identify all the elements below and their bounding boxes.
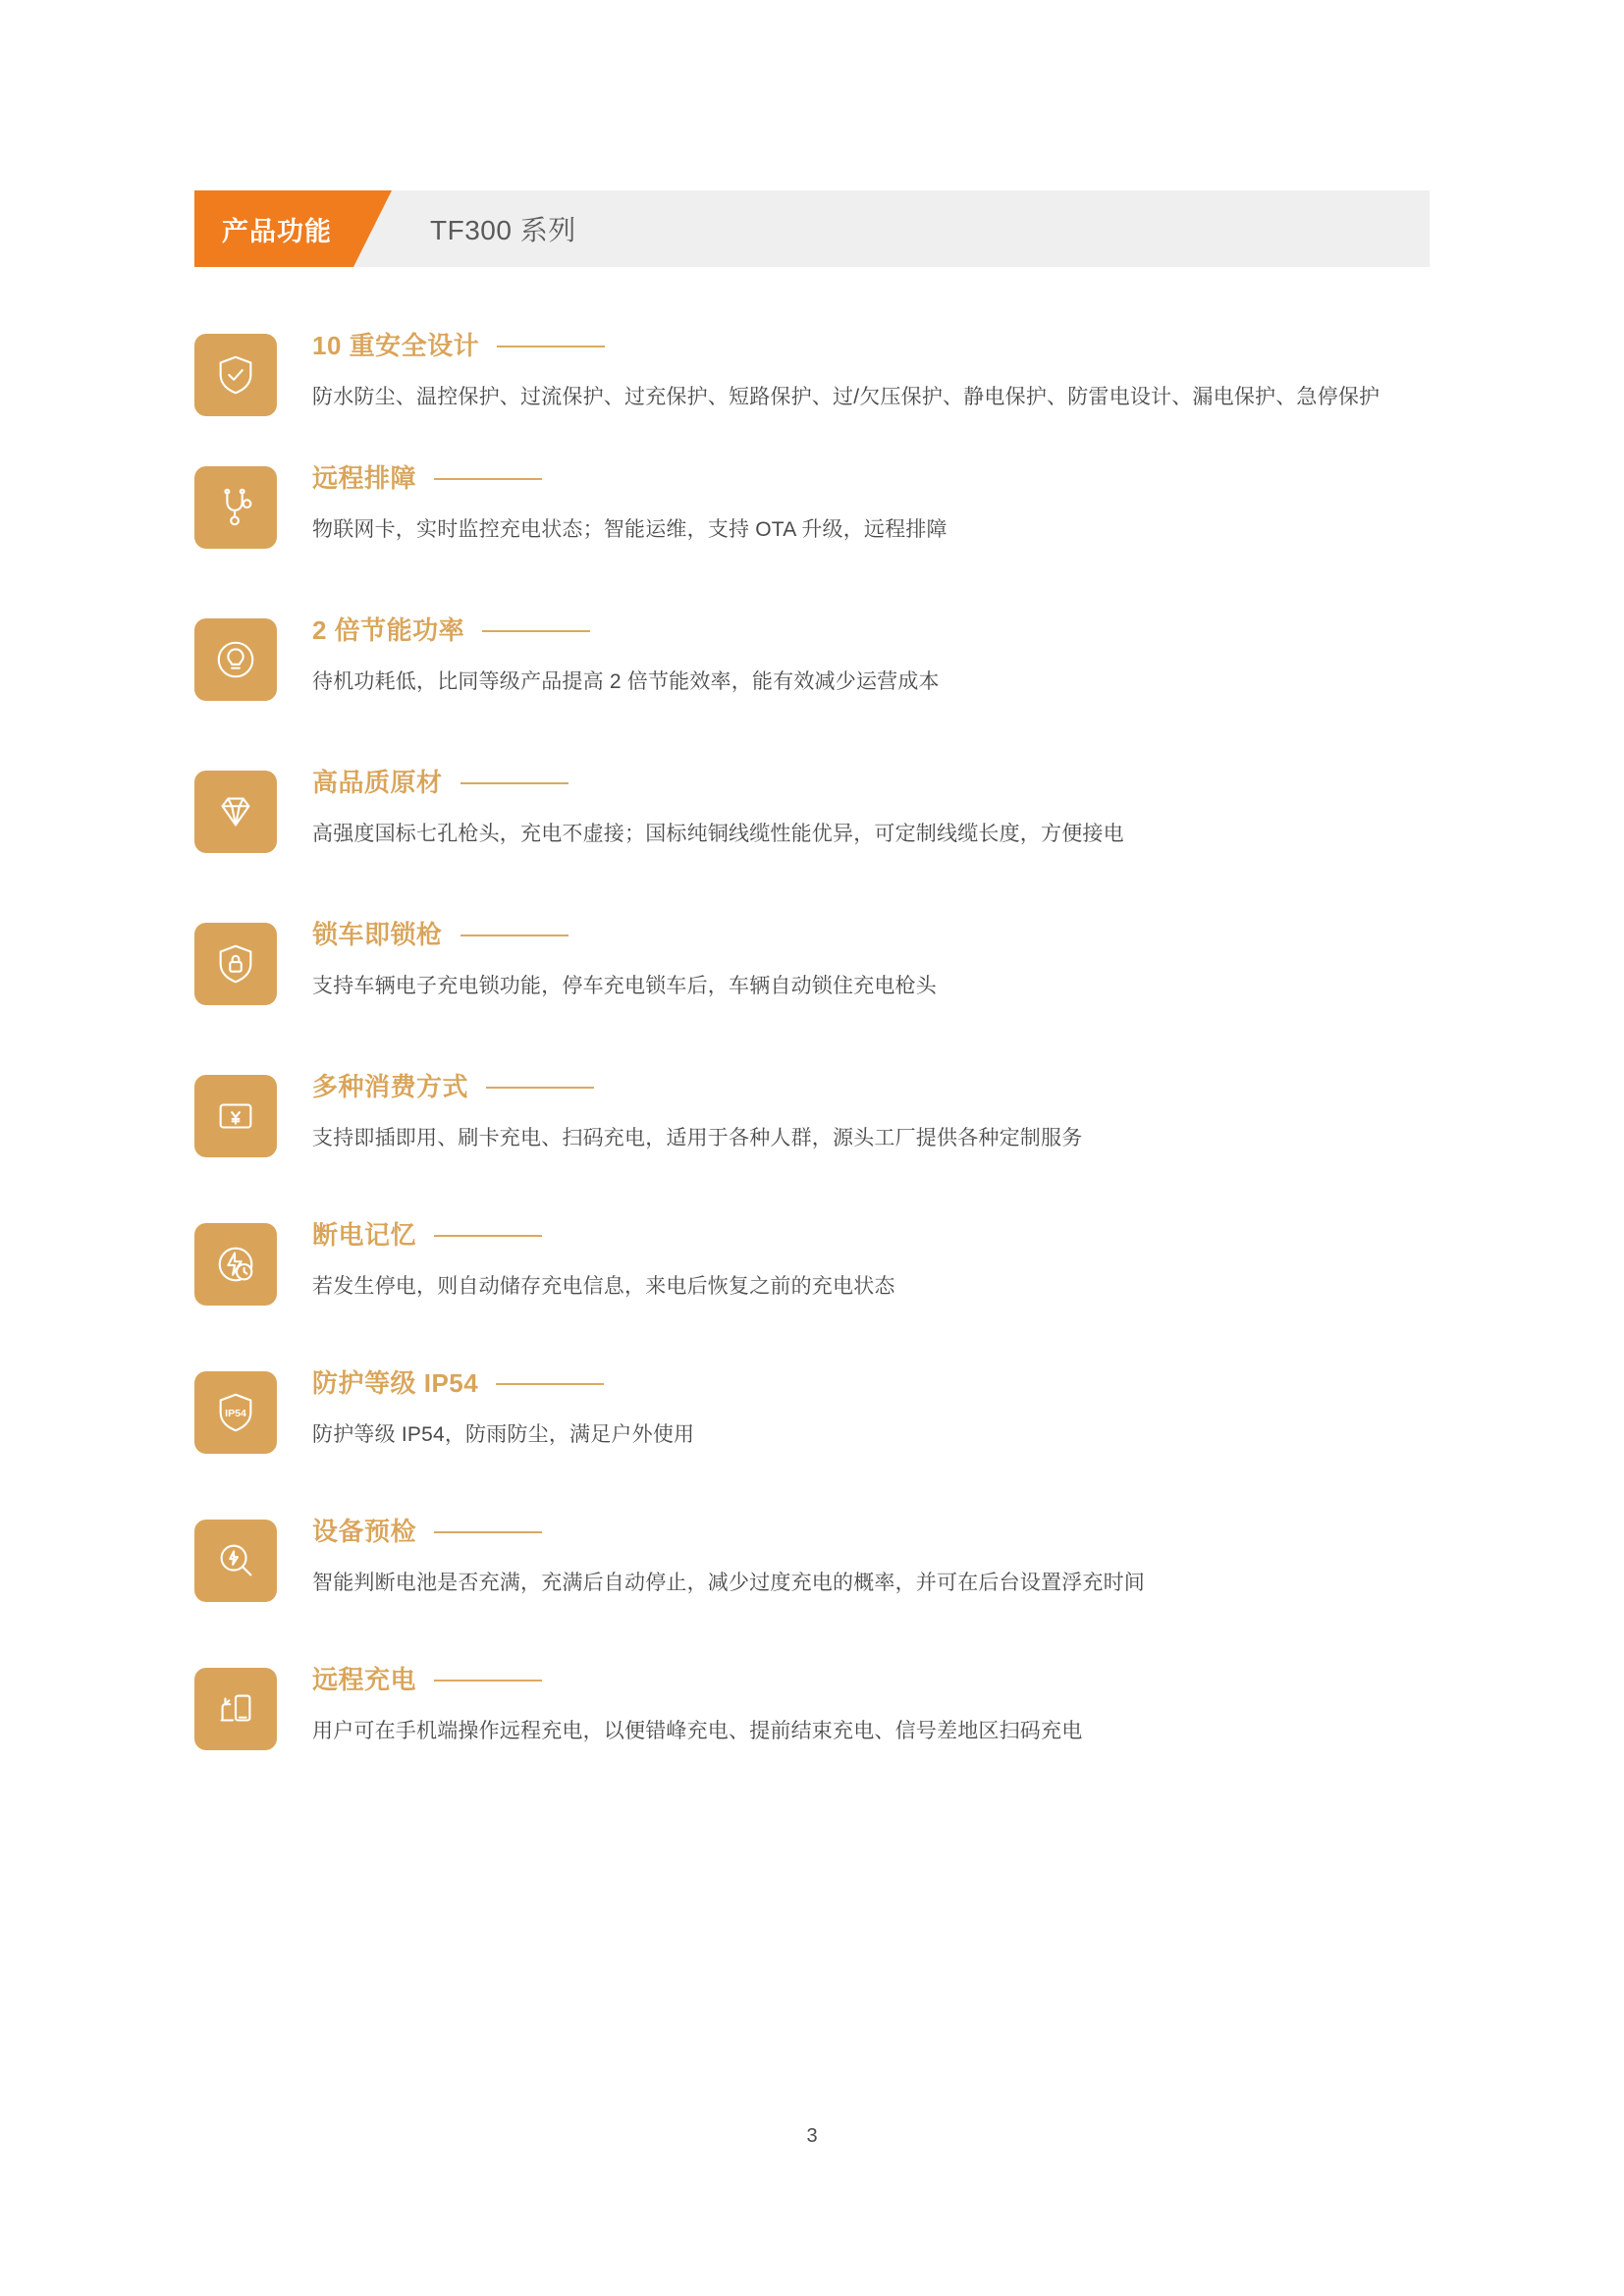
feature-list	[194, 324, 1434, 1790]
title-underline	[434, 478, 542, 480]
feature-title-row	[312, 1660, 1434, 1700]
title-underline	[496, 1383, 604, 1385]
section-header-title: TF300 系列	[430, 215, 576, 245]
feature-title-row	[312, 1067, 1434, 1107]
ip54-shield-icon	[194, 1371, 277, 1454]
remote-diagnostics-icon	[194, 466, 277, 549]
section-header	[194, 190, 1430, 267]
feature-title-row	[312, 326, 1434, 366]
feature-item	[194, 913, 1434, 1006]
page-number: 3	[806, 2125, 818, 2147]
feature-item	[194, 1213, 1434, 1307]
feature-body	[312, 913, 1434, 1006]
feature-item	[194, 324, 1434, 417]
feature-description: 支持即插即用、刷卡充电、扫码充电，适用于各种人群，源头工厂提供各种定制服务	[312, 1127, 1083, 1149]
power-outage-memory-icon	[194, 1223, 277, 1306]
feature-title-row	[312, 1363, 1434, 1404]
feature-body	[312, 1362, 1434, 1455]
feature-item	[194, 1658, 1434, 1751]
feature-body	[312, 761, 1434, 854]
title-underline	[497, 346, 605, 347]
feature-title-row	[312, 458, 1434, 499]
feature-item	[194, 456, 1434, 550]
title-underline	[434, 1680, 542, 1682]
feature-body	[312, 324, 1434, 417]
title-underline	[486, 1087, 594, 1089]
feature-body	[312, 1213, 1434, 1307]
title-underline	[460, 934, 568, 936]
feature-item	[194, 609, 1434, 702]
feature-title-row	[312, 1215, 1434, 1255]
feature-title: 高品质原材	[312, 768, 443, 797]
feature-description: 防护等级 IP54，防雨防尘，满足户外使用	[312, 1423, 695, 1446]
feature-title: 锁车即锁枪	[312, 920, 443, 949]
feature-description: 待机功耗低，比同等级产品提高 2 倍节能效率，能有效减少运营成本	[312, 670, 940, 693]
feature-title: 断电记忆	[312, 1220, 417, 1250]
feature-description: 物联网卡，实时监控充电状态；智能运维，支持 OTA 升级，远程排障	[312, 518, 947, 541]
feature-title: 远程充电	[312, 1665, 417, 1694]
feature-description: 高强度国标七孔枪头，充电不虚接；国标纯铜线缆性能优异，可定制线缆长度，方便接电	[312, 823, 1124, 845]
title-underline	[434, 1531, 542, 1533]
feature-title: 防护等级 IP54	[312, 1368, 479, 1398]
feature-description: 用户可在手机端操作远程充电，以便错峰充电、提前结束充电、信号差地区扫码充电	[312, 1720, 1083, 1742]
title-underline	[460, 782, 568, 784]
feature-title-row	[312, 763, 1434, 803]
feature-description: 支持车辆电子充电锁功能，停车充电锁车后，车辆自动锁住充电枪头	[312, 975, 937, 997]
feature-body	[312, 1658, 1434, 1751]
feature-title: 多种消费方式	[312, 1072, 469, 1101]
feature-title: 设备预检	[312, 1517, 417, 1546]
feature-item	[194, 1362, 1434, 1455]
feature-title-row	[312, 611, 1434, 651]
device-inspection-icon	[194, 1520, 277, 1602]
feature-title: 2 倍节能功率	[312, 615, 465, 645]
title-underline	[434, 1235, 542, 1237]
svg-text:IP54: IP54	[225, 1407, 246, 1419]
diamond-icon	[194, 771, 277, 853]
payment-card-icon	[194, 1075, 277, 1157]
energy-bulb-icon	[194, 618, 277, 701]
feature-title-row	[312, 1512, 1434, 1552]
remote-charging-icon	[194, 1668, 277, 1750]
feature-item	[194, 1510, 1434, 1603]
feature-body	[312, 609, 1434, 702]
section-header-tag: 产品功能	[194, 190, 353, 267]
feature-title: 远程排障	[312, 463, 417, 493]
shield-check-icon	[194, 334, 277, 416]
lock-shield-icon	[194, 923, 277, 1005]
feature-body	[312, 1065, 1434, 1158]
feature-description: 若发生停电，则自动储存充电信息，来电后恢复之前的充电状态	[312, 1275, 895, 1298]
feature-body	[312, 1510, 1434, 1603]
feature-item	[194, 1065, 1434, 1158]
feature-description: 防水防尘、温控保护、过流保护、过充保护、短路保护、过/欠压保护、静电保护、防雷电设计、漏电保护、急停保护	[312, 386, 1380, 408]
feature-body	[312, 456, 1434, 550]
title-underline	[482, 630, 590, 632]
feature-description: 智能判断电池是否充满，充满后自动停止，减少过度充电的概率，并可在后台设置浮充时间	[312, 1572, 1145, 1594]
feature-item	[194, 761, 1434, 854]
feature-title-row	[312, 915, 1434, 955]
feature-title: 10 重安全设计	[312, 331, 480, 360]
